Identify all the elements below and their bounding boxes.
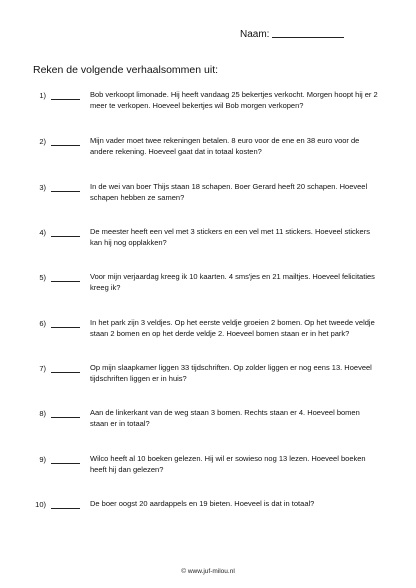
question-number: 8) xyxy=(39,409,46,418)
question-item xyxy=(0,407,416,437)
question-item xyxy=(0,226,416,256)
question-number: 5) xyxy=(39,273,46,282)
question-number: 4) xyxy=(39,228,46,237)
answer-line[interactable] xyxy=(51,327,80,328)
question-number: 3) xyxy=(39,183,46,192)
name-label: Naam: xyxy=(240,29,270,40)
question-text: Mijn vader moet twee rekeningen betalen. 8 euro voor de ene en 38 euro voor de andere rekening. Hoeveel gaat dat in totaal kosten? xyxy=(90,136,360,156)
question-item xyxy=(0,89,416,119)
question-text: In de wei van boer Thijs staan 18 schapen. Boer Gerard heeft 20 schapen. Hoeveel schapen hebben ze samen? xyxy=(90,182,368,202)
answer-line[interactable] xyxy=(51,145,80,146)
answer-line[interactable] xyxy=(51,463,80,464)
question-item xyxy=(0,362,416,392)
question-number: 6) xyxy=(39,319,46,328)
question-item xyxy=(0,453,416,483)
footer-credit: © www.juf-milou.nl xyxy=(181,568,235,575)
question-text: Wilco heeft al 10 boeken gelezen. Hij wil er sowieso nog 13 lezen. Hoeveel boeken heeft hij dan gelezen? xyxy=(90,454,366,474)
question-item xyxy=(0,181,416,211)
question-item xyxy=(0,271,416,301)
question-number: 2) xyxy=(39,137,46,146)
question-text: Aan de linkerkant van de weg staan 3 bomen. Rechts staan er 4. Hoeveel bomen staan er in totaal? xyxy=(90,408,360,428)
question-number: 1) xyxy=(39,91,46,100)
question-text: Op mijn slaapkamer liggen 33 tijdschriften. Op zolder liggen er nog eens 13. Hoeveel tijdschriften liggen er in huis? xyxy=(90,363,372,383)
instruction-text: Reken de volgende verhaalsommen uit: xyxy=(33,64,219,76)
answer-line[interactable] xyxy=(51,372,80,373)
answer-line[interactable] xyxy=(51,281,80,282)
question-text: De meester heeft een vel met 3 stickers en een vel met 11 stickers. Hoeveel stickers kan hij nog opplakken? xyxy=(90,227,370,247)
answer-line[interactable] xyxy=(51,508,80,509)
answer-line[interactable] xyxy=(51,191,80,192)
question-number: 9) xyxy=(39,455,46,464)
answer-line[interactable] xyxy=(51,99,80,100)
question-number: 7) xyxy=(39,364,46,373)
question-item xyxy=(0,135,416,165)
answer-line[interactable] xyxy=(51,417,80,418)
name-field-row xyxy=(240,29,344,40)
question-text: Voor mijn verjaardag kreeg ik 10 kaarten. 4 sms'jes en 21 mailtjes. Hoeveel felicitaties kreeg ik? xyxy=(90,272,375,292)
answer-line[interactable] xyxy=(51,236,80,237)
question-text: De boer oogst 20 aardappels en 19 bieten. Hoeveel is dat in totaal? xyxy=(90,499,315,508)
question-item xyxy=(0,317,416,347)
question-item xyxy=(0,498,416,528)
question-number: 10) xyxy=(35,500,46,509)
name-answer-line[interactable] xyxy=(272,37,344,38)
question-text: In het park zijn 3 veldjes. Op het eerste veldje groeien 2 bomen. Op het tweede veldje staan 2 bomen en op het derde veldje 2. Hoeveel bomen staan er in het park? xyxy=(90,318,375,338)
question-text: Bob verkoopt limonade. Hij heeft vandaag 25 bekertjes verkocht. Morgen hoopt hij er 2 meer te verkopen. Hoeveel bekertjes wil Bob morgen verkopen? xyxy=(90,90,378,110)
